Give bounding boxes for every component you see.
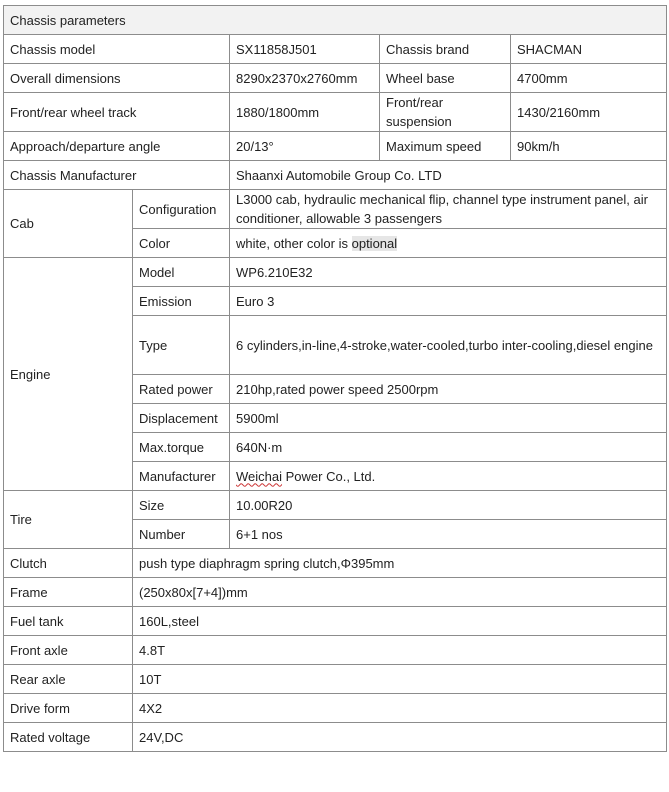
cab-configuration-label: Configuration — [133, 190, 230, 229]
wheel-base-label: Wheel base — [380, 64, 511, 93]
max-torque-value: 640N·m — [230, 433, 667, 462]
rated-power-value: 210hp,rated power speed 2500rpm — [230, 375, 667, 404]
table-header: Chassis parameters — [4, 6, 667, 35]
engine-label: Engine — [4, 258, 133, 491]
rear-axle-label: Rear axle — [4, 665, 133, 694]
engine-type-label: Type — [133, 316, 230, 375]
displacement-label: Displacement — [133, 404, 230, 433]
table-row — [4, 190, 667, 229]
fuel-tank-label: Fuel tank — [4, 607, 133, 636]
selected-text-highlight: optional — [351, 235, 398, 251]
frame-label: Frame — [4, 578, 133, 607]
table-row — [4, 694, 667, 723]
spellcheck-underlined-word: Weichai — [236, 468, 283, 484]
overall-dimensions-value: 8290x2370x2760mm — [230, 64, 380, 93]
chassis-manufacturer-label: Chassis Manufacturer — [4, 161, 230, 190]
drive-form-label: Drive form — [4, 694, 133, 723]
suspension-label: Front/rear suspension — [380, 93, 511, 132]
wheel-base-value: 4700mm — [511, 64, 667, 93]
table-row — [4, 549, 667, 578]
angle-value: 20/13° — [230, 132, 380, 161]
table-row — [4, 258, 667, 287]
displacement-value: 5900ml — [230, 404, 667, 433]
clutch-value: push type diaphragm spring clutch,Φ395mm — [133, 549, 667, 578]
max-torque-label: Max.torque — [133, 433, 230, 462]
chassis-parameters-table — [3, 5, 667, 752]
cab-color-value — [230, 229, 667, 258]
table-row — [4, 665, 667, 694]
chassis-brand-value: SHACMAN — [511, 35, 667, 64]
suspension-value: 1430/2160mm — [511, 93, 667, 132]
cab-color-text: white, other color is — [236, 235, 352, 251]
tire-label: Tire — [4, 491, 133, 549]
table-row — [4, 578, 667, 607]
table-row — [4, 161, 667, 190]
engine-manufacturer-label: Manufacturer — [133, 462, 230, 491]
tire-size-label: Size — [133, 491, 230, 520]
wheel-track-value: 1880/1800mm — [230, 93, 380, 132]
table-row — [4, 636, 667, 665]
max-speed-value: 90km/h — [511, 132, 667, 161]
table-row — [4, 93, 667, 132]
emission-value: Euro 3 — [230, 287, 667, 316]
tire-number-label: Number — [133, 520, 230, 549]
chassis-brand-label: Chassis brand — [380, 35, 511, 64]
engine-manufacturer-rest: Power Co., Ltd. — [282, 468, 376, 484]
clutch-label: Clutch — [4, 549, 133, 578]
engine-manufacturer-value — [230, 462, 667, 491]
rear-axle-value: 10T — [133, 665, 667, 694]
front-axle-value: 4.8T — [133, 636, 667, 665]
table-row — [4, 64, 667, 93]
rated-voltage-value: 24V,DC — [133, 723, 667, 752]
tire-number-value: 6+1 nos — [230, 520, 667, 549]
engine-type-value: 6 cylinders,in-line,4-stroke,water-cooled,turbo inter-cooling,diesel engine — [230, 316, 667, 375]
table-row — [4, 132, 667, 161]
cab-color-label: Color — [133, 229, 230, 258]
emission-label: Emission — [133, 287, 230, 316]
rated-voltage-label: Rated voltage — [4, 723, 133, 752]
drive-form-value: 4X2 — [133, 694, 667, 723]
table-row — [4, 35, 667, 64]
table-row — [4, 491, 667, 520]
front-axle-label: Front axle — [4, 636, 133, 665]
angle-label: Approach/departure angle — [4, 132, 230, 161]
engine-model-label: Model — [133, 258, 230, 287]
chassis-model-label: Chassis model — [4, 35, 230, 64]
chassis-model-value: SX11858J501 — [230, 35, 380, 64]
cab-configuration-value: L3000 cab, hydraulic mechanical flip, channel type instrument panel, air conditioner, allowable 3 passengers — [230, 190, 667, 229]
table-row — [4, 607, 667, 636]
cab-label: Cab — [4, 190, 133, 258]
fuel-tank-value: 160L,steel — [133, 607, 667, 636]
table-row — [4, 723, 667, 752]
frame-value: (250x80x[7+4])mm — [133, 578, 667, 607]
chassis-manufacturer-value: Shaanxi Automobile Group Co. LTD — [230, 161, 667, 190]
tire-size-value: 10.00R20 — [230, 491, 667, 520]
rated-power-label: Rated power — [133, 375, 230, 404]
wheel-track-label: Front/rear wheel track — [4, 93, 230, 132]
engine-model-value: WP6.210E32 — [230, 258, 667, 287]
overall-dimensions-label: Overall dimensions — [4, 64, 230, 93]
max-speed-label: Maximum speed — [380, 132, 511, 161]
